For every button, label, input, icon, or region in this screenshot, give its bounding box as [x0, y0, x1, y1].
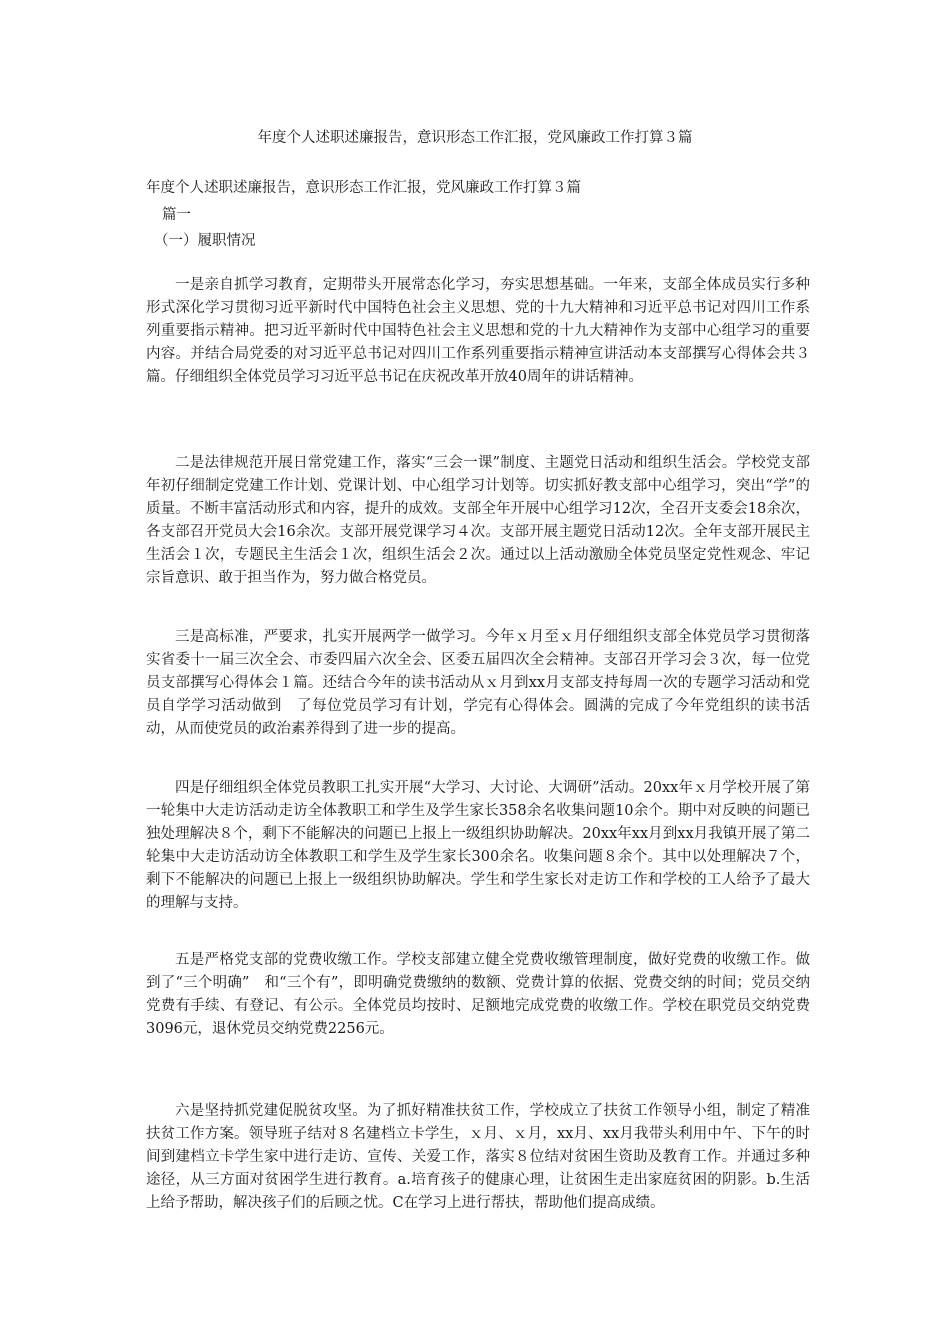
paragraph-6: 六是坚持抓党建促脱贫攻坚。为了抓好精准扶贫工作，学校成立了扶贫工作领导小组，制定了精准扶贫工作方案。领导班子结对８名建档立卡学生，ｘ月、ｘ月，xx月、xx月我带头利用中午、下午的时间到建档立卡学生家中进行走访、宣传、关爱工作，落实８位结对贫困生资助及教育工作。并通过多种途径，从三方面对贫困学生进行教育。a.培育孩子的健康心理，让贫困生走出家庭贫困的阴影。b.生活上给予帮助，解决孩子们的后顾之忧。C在学习上进行帮扶，帮助他们提高成绩。	[146, 1103, 810, 1211]
paragraph-1: 一是亲自抓学习教育，定期带头开展常态化学习，夯实思想基础。一年来，支部全体成员实行多种形式深化学习贯彻习近平新时代中国特色社会主义思想、党的十九大精神和习近平总书记对四川工作系列重要指示精神。把习近平新时代中国特色社会主义思想和党的十九大精神作为支部中心组学习的重要内容。并结合局党委的对习近平总书记对四川工作系列重要指示精神宣讲活动本支部撰写心得体会共３篇。仔细组织全体党员学习习近平总书记在庆祝改革开放40周年的讲话精神。	[146, 277, 810, 385]
section-heading: （一）履职情况	[154, 233, 256, 249]
paragraph-3: 三是高标准，严要求，扎实开展两学一做学习。今年ｘ月至ｘ月仔细组织支部全体党员学习贯彻落实省委十一届三次全会、市委四届六次全会、区委五届四次全会精神。支部召开学习会３次，每一位党员支部撰写心得体会１篇。还结合今年的读书活动从ｘ月到xx月支部支持每周一次的专题学习活动和党员自学学习活动做到 了每位党员学习有计划，学完有心得体会。圆满的完成了今年党组织的读书活动，从而使党员的政治素养得到了进一步的提高。	[146, 629, 810, 737]
section-label: 篇一	[162, 207, 191, 223]
document-title: 年度个人述职述廉报告，意识形态工作汇报，党风廉政工作打算３篇	[257, 130, 693, 146]
document-subtitle: 年度个人述职述廉报告，意识形态工作汇报，党风廉政工作打算３篇	[146, 180, 581, 196]
paragraph-2: 二是法律规范开展日常党建工作，落实“三会一课”制度、主题党日活动和组织生活会。学校党支部年初仔细制定党建工作计划、党课计划、中心组学习计划等。切实抓好教支部中心组学习，突出“学”的质量。不断丰富活动形式和内容，提升的成效。支部全年开展中心组学习12次，全召开支委会18余次，各支部召开党员大会16余次。支部开展党课学习４次。支部开展主题党日活动12次。全年支部开展民主生活会１次，专题民主生活会１次，组织生活会２次。通过以上活动激励全体党员坚定党性观念、牢记宗旨意识、敢于担当作为，努力做合格党员。	[146, 455, 810, 586]
paragraph-5: 五是严格党支部的党费收缴工作。学校支部建立健全党费收缴管理制度，做好党费的收缴工作。做到了“三个明确” 和“三个有”，即明确党费缴纳的数额、党费计算的依据、党费交纳的时间；党员交纳党费有手续、有登记、有公示。全体党员均按时、足额地完成党费的收缴工作。学校在职党员交纳党费3096元，退休党员交纳党费2256元。	[146, 952, 810, 1037]
paragraph-4: 四是仔细组织全体党员教职工扎实开展“大学习、大讨论、大调研”活动。20xx年ｘ月学校开展了第一轮集中大走访活动走访全体教职工和学生及学生家长358余名收集问题10余个。期中对反映的问题已独处理解决８个，剩下不能解决的问题已上报上一级组织协助解决。20xx年xx月到xx月我镇开展了第二轮集中大走访活动访全体教职工和学生及学生家长300余名。收集问题８余个。其中以处理解决７个，剩下不能解决的问题已上报上一级组织协助解决。学生和学生家长对走访工作和学校的工人给予了最大的理解与支持。	[146, 780, 810, 911]
